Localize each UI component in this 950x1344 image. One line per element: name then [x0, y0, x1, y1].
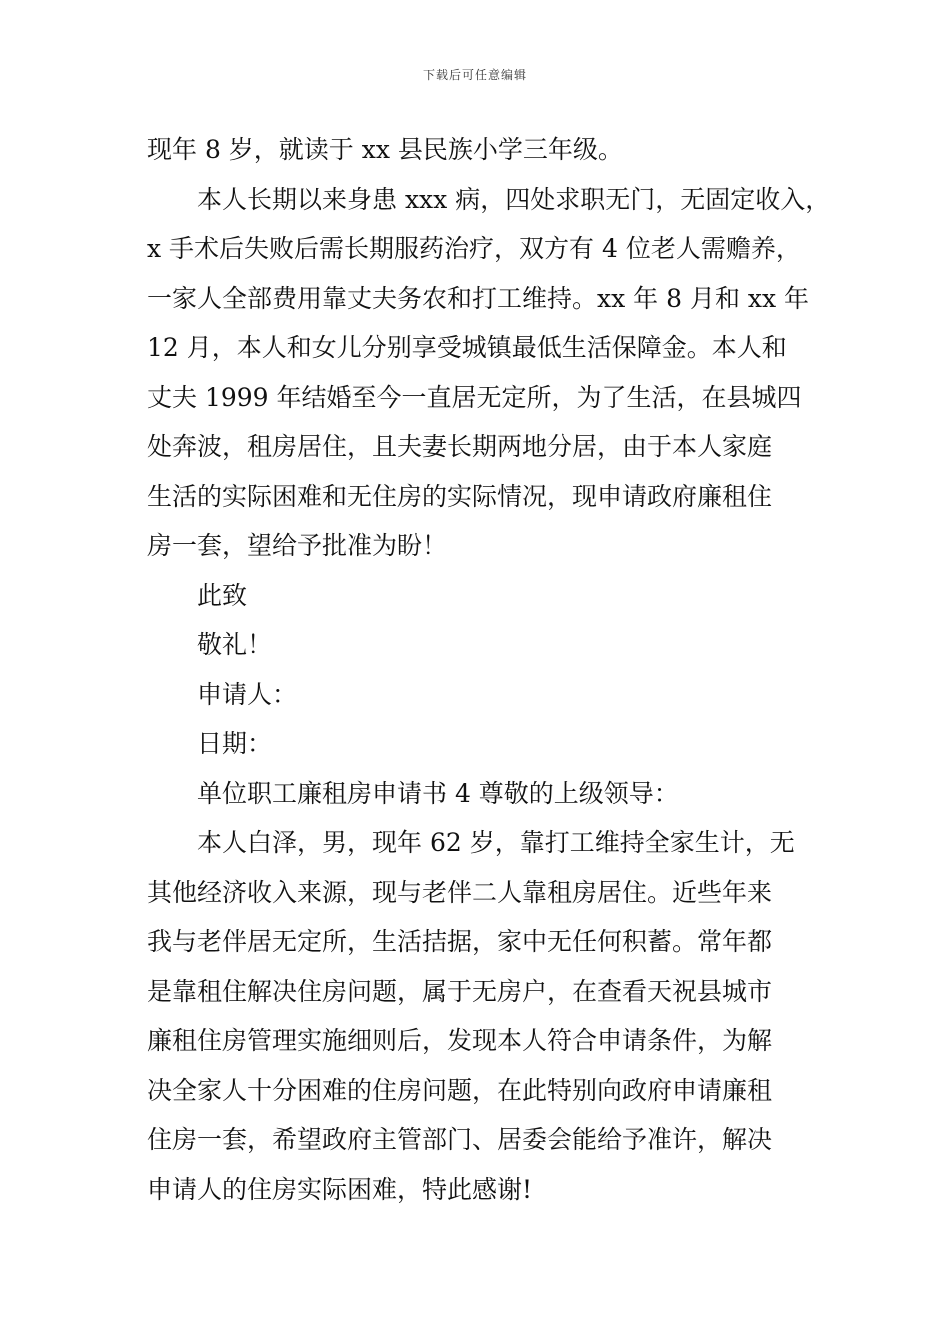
body-line-9: 房一套，望给予批准为盼！: [147, 531, 448, 560]
document-body: [147, 125, 831, 1214]
closing-regards: 敬礼！: [197, 630, 273, 659]
applicant-label: 申请人：: [197, 679, 298, 709]
body-line-21: 住房一套，希望政府主管部门、居委会能给予准许，解决: [147, 1125, 773, 1154]
body-line-3: x 手术后失败后需长期服药治疗，双方有 4 位老人需赡养，: [147, 234, 801, 263]
body-line-6: 丈夫 1999 年结婚至今一直居无定所，为了生活，在县城四: [147, 382, 802, 412]
section-title-line: 单位职工廉租房申请书 4 尊敬的上级领导：: [197, 778, 679, 808]
page-header: 下载后可任意编辑: [422, 68, 527, 82]
body-line-8: 生活的实际困难和无住房的实际情况，现申请政府廉租住: [147, 481, 773, 511]
body-line-22: 申请人的住房实际困难，特此感谢!: [147, 1174, 533, 1204]
body-line-1: 现年 8 岁，就读于 xx 县民族小学三年级。: [147, 135, 623, 164]
body-line-5: 12 月，本人和女儿分别享受城镇最低生活保障金。本人和: [147, 333, 787, 362]
body-line-7: 处奔波，租房居住，且夫妻长期两地分居，由于本人家庭: [147, 432, 773, 461]
body-line-17: 我与老伴居无定所，生活拮据，家中无任何积蓄。常年都: [147, 927, 773, 956]
body-line-16: 其他经济收入来源，现与老伴二人靠租房居住。近些年来: [147, 877, 773, 907]
body-line-20: 决全家人十分困难的住房问题，在此特别向政府申请廉租: [147, 1075, 773, 1105]
body-line-18: 是靠租住解决住房问题，属于无房户，在查看天祝县城市: [147, 976, 773, 1006]
closing-salutation: 此致: [197, 580, 248, 610]
date-label: 日期：: [197, 729, 273, 758]
body-line-15: 本人白泽，男，现年 62 岁，靠打工维持全家生计，无: [197, 828, 795, 857]
body-line-2: 本人长期以来身患 xxx 病，四处求职无门，无固定收入，: [197, 184, 831, 214]
body-line-19: 廉租住房管理实施细则后，发现本人符合申请条件，为解: [147, 1026, 773, 1055]
body-line-4: 一家人全部费用靠丈夫务农和打工维持。xx 年 8 月和 xx 年: [147, 283, 810, 313]
